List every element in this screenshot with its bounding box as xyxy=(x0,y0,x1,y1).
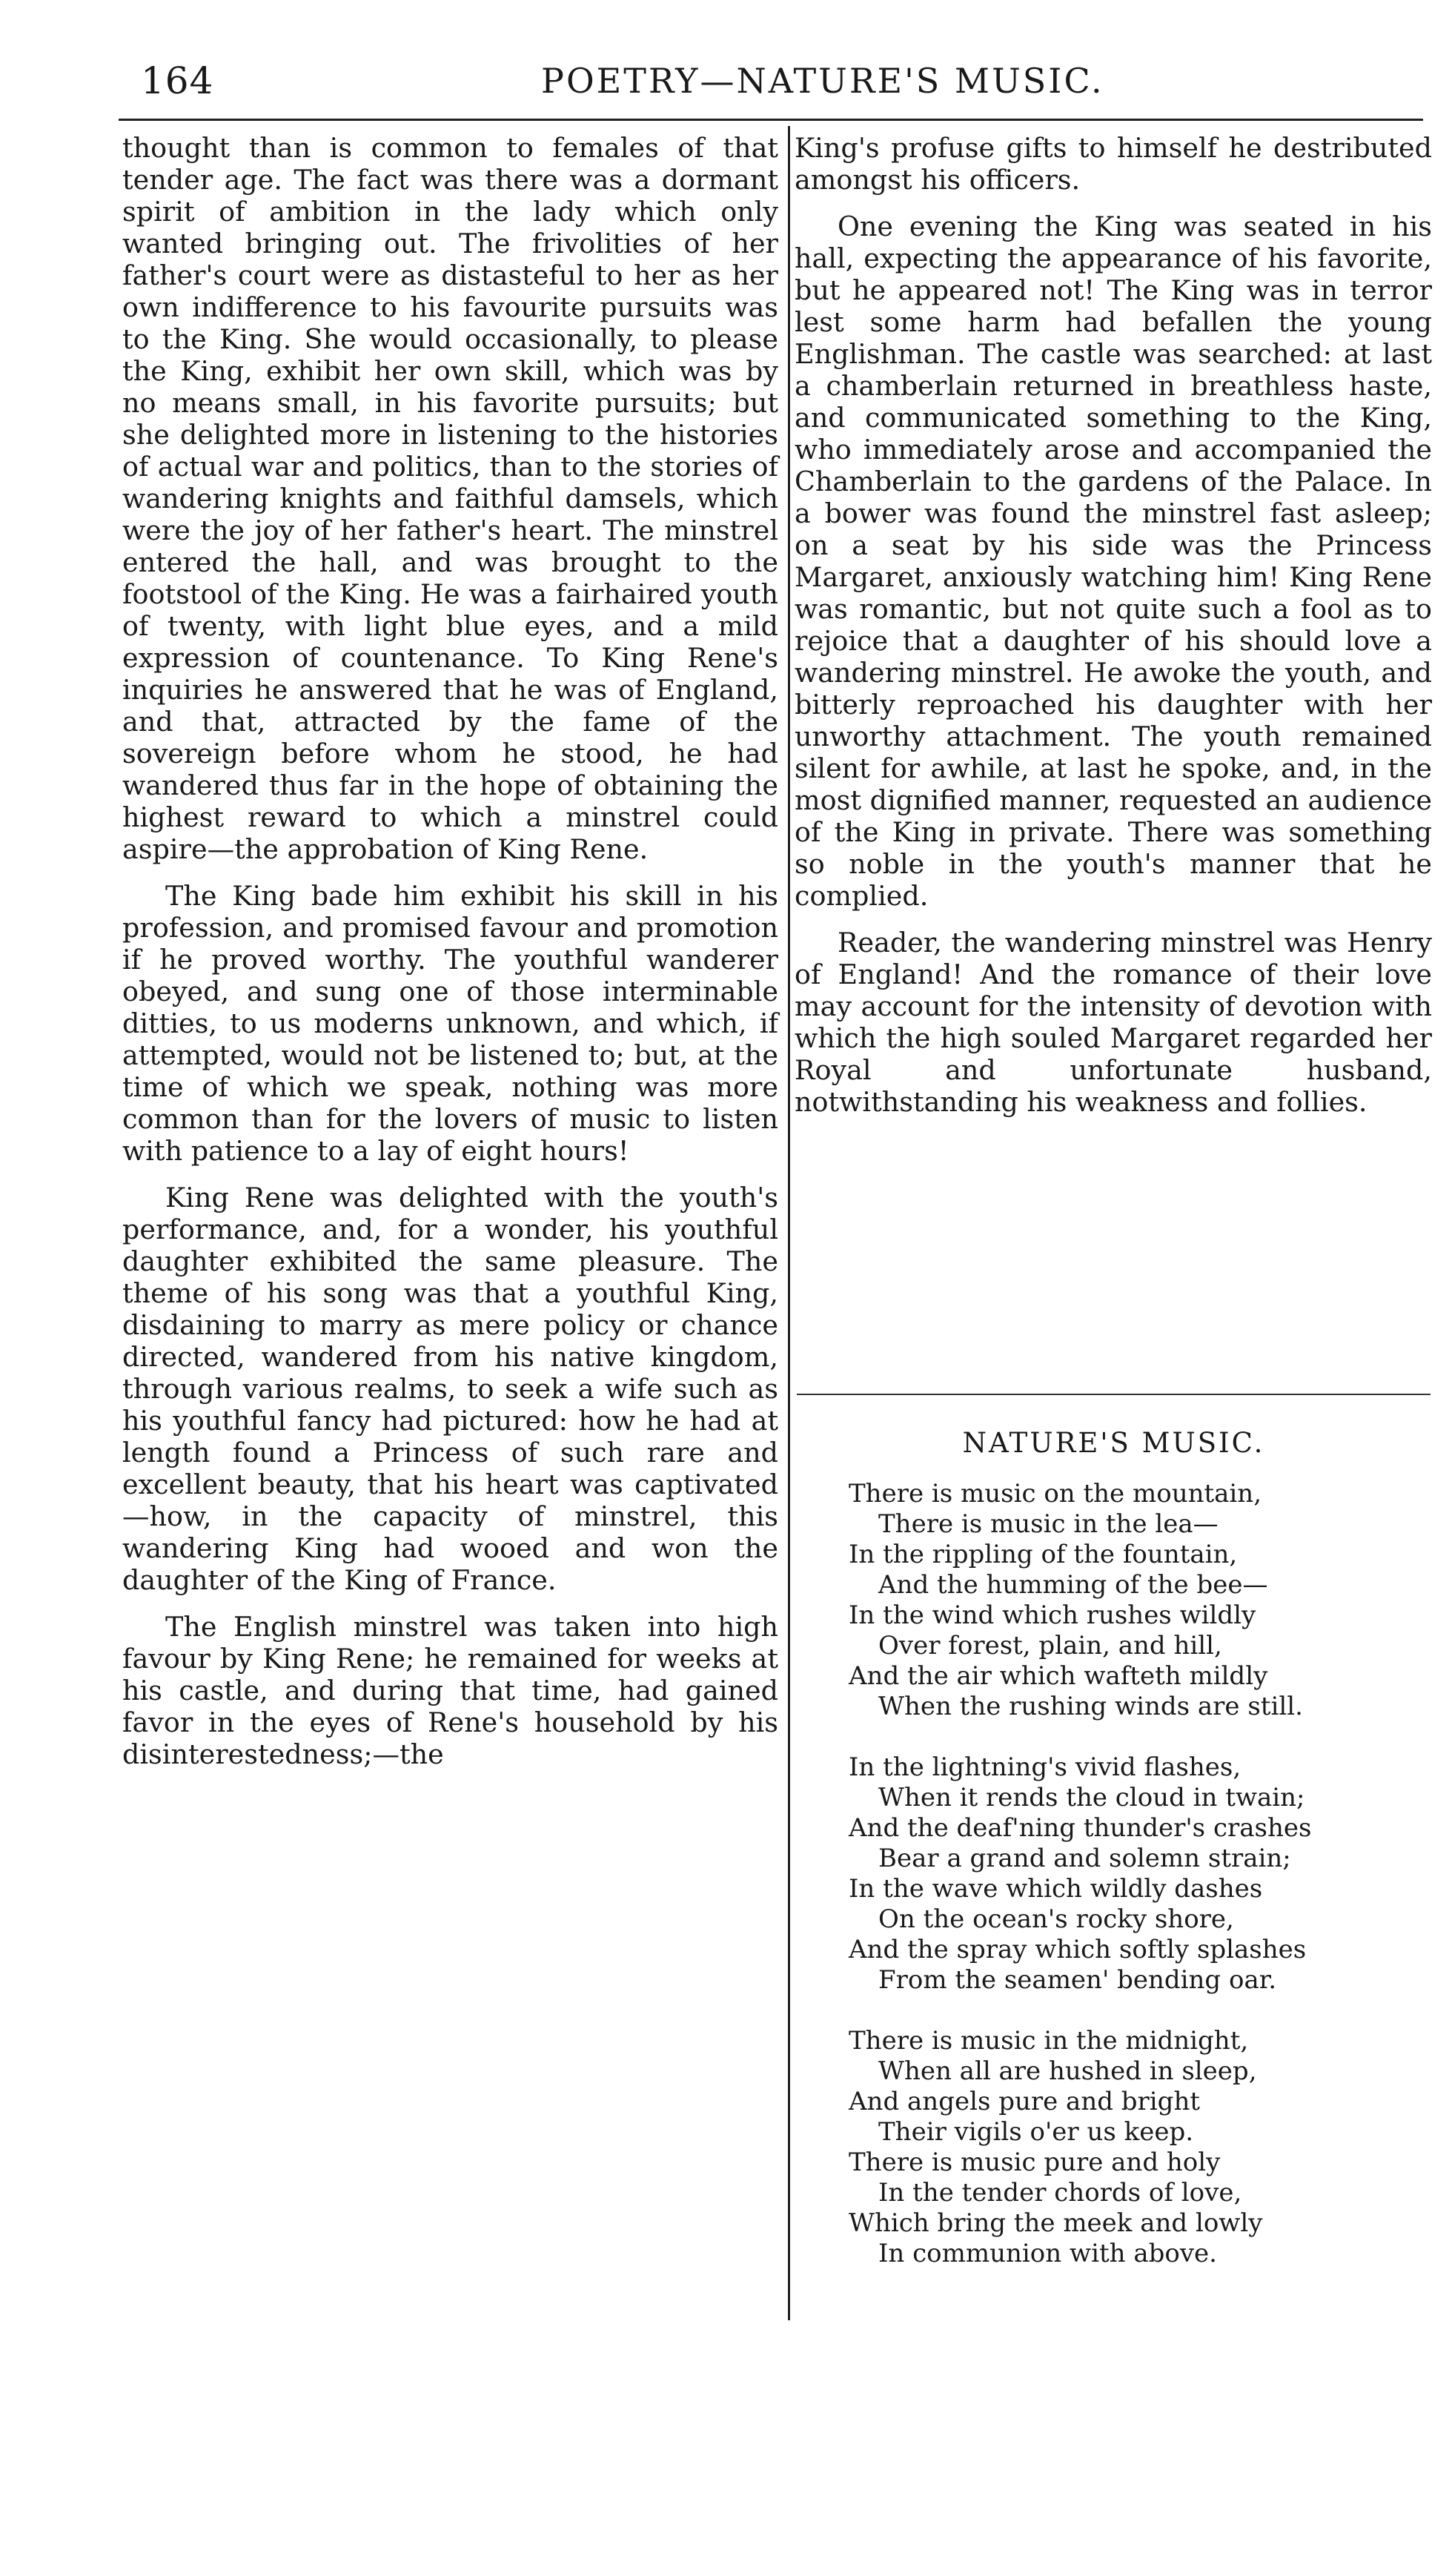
story-paragraph: The English minstrel was taken into high favour by King Rene; he remained for weeks at his castle, and during that time, had gained favor in the eyes of Rene's household by his disinterestedness;—the xyxy=(122,1611,778,1770)
poem-stanza xyxy=(849,1479,1434,1722)
poem-stanza xyxy=(849,1752,1434,1996)
poem-line: When the rushing winds are still. xyxy=(878,1692,1303,1721)
poem-line: In the tender chords of love, xyxy=(878,2178,1242,2208)
poem-line: In the wave which wildly dashes xyxy=(849,1874,1263,1904)
header-rule xyxy=(119,119,1423,121)
story-paragraph: The King bade him exhibit his skill in his profession, and promised favour and promotion if he proved worthy. The youthful wanderer obeyed, and sung one of those interminable ditties, to us moderns unknown, and which, if attempted, would not be listened to; but, at the time of which we speak, nothing was more common than for the lovers of music to listen with patience to a lay of eight hours! xyxy=(122,880,778,1167)
poem-line: Over forest, plain, and hill, xyxy=(878,1631,1222,1661)
poem-line: There is music pure and holy xyxy=(849,2148,1221,2177)
column-divider xyxy=(788,126,790,2320)
poem-line: In communion with above. xyxy=(878,2239,1217,2268)
story-paragraph: King's profuse gifts to himself he destributed amongst his officers. xyxy=(795,132,1432,196)
poem-line: Their vigils o'er us keep. xyxy=(878,2117,1194,2147)
section-rule xyxy=(797,1394,1431,1395)
poem-line: There is music in the lea— xyxy=(878,1509,1219,1539)
poem-line: When it rends the cloud in twain; xyxy=(878,1783,1305,1812)
poem-title: NATURE'S MUSIC. xyxy=(962,1427,1265,1459)
poem-line: Bear a grand and solemn strain; xyxy=(878,1844,1291,1873)
poem-line: There is music on the mountain, xyxy=(849,1479,1262,1509)
poem-line: On the ocean's rocky shore, xyxy=(878,1904,1234,1934)
story-paragraph: Reader, the wandering minstrel was Henry of England! And the romance of their love may account for the intensity of devotion with which the high souled Margaret regarded her Royal and unfortunate husband, notwithstanding his weakness and follies. xyxy=(795,927,1432,1118)
poem-line: And the air which wafteth mildly xyxy=(849,1661,1268,1691)
poem-line: And angels pure and bright xyxy=(849,2087,1201,2116)
poem-line: In the lightning's vivid flashes, xyxy=(849,1752,1242,1782)
poem-line: Which bring the meek and lowly xyxy=(849,2208,1263,2238)
running-head: POETRY—NATURE'S MUSIC. xyxy=(541,61,1104,101)
left-column xyxy=(122,132,778,1770)
story-paragraph: thought than is common to females of that tender age. The fact was there was a dormant spirit of ambition in the lady which only wanted bringing out. The frivolities of her father's court were as distasteful to her as her own indifference to his favourite pursuits was to the King. She would occasionally, to please the King, exhibit her own skill, which was by no means small, in his favorite pursuits; but she delighted more in listening to the histories of actual war and politics, than to the stories of wandering knights and faithful damsels, which were the joy of her father's heart. The minstrel entered the hall, and was brought to the footstool of the King. He was a fairhaired youth of twenty, with light blue eyes, and a mild expression of countenance. To King Rene's inquiries he answered that he was of England, and that, attracted by the fame of the sovereign before whom he stood, he had wandered thus far in the hope of obtaining the highest reward to which a minstrel could aspire—the approbation of King Rene. xyxy=(122,132,778,865)
poem-line: And the deaf'ning thunder's crashes xyxy=(849,1813,1312,1843)
poem-stanza xyxy=(849,2026,1434,2269)
poem-line: And the spray which softly splashes xyxy=(849,1935,1307,1964)
right-column xyxy=(795,132,1432,1118)
page-number: 164 xyxy=(141,59,214,102)
story-paragraph: One evening the King was seated in his hall, expecting the appearance of his favorite, but he appeared not! The King was in terror lest some harm had befallen the young Englishman. The castle was searched: at last a chamberlain returned in breathless haste, and communicated something to the King, who immediately arose and accompanied the Chamberlain to the gardens of the Palace. In a bower was found the minstrel fast asleep; on a seat by his side was the Princess Margaret, anxiously watching him! King Rene was romantic, but not quite such a fool as to rejoice that a daughter of his should love a wandering minstrel. He awoke the youth, and bitterly reproached his daughter with her unworthy attachment. The youth remained silent for awhile, at last he spoke, and, in the most dignified manner, requested an audience of the King in private. There was something so noble in the youth's manner that he complied. xyxy=(795,211,1432,912)
poem-line: In the rippling of the fountain, xyxy=(849,1540,1238,1569)
poem-line: When all are hushed in sleep, xyxy=(878,2056,1257,2086)
poem-line: There is music in the midnight, xyxy=(849,2026,1249,2056)
story-paragraph: King Rene was delighted with the youth's performance, and, for a wonder, his youthful daughter exhibited the same pleasure. The theme of his song was that a youthful King, disdaining to marry as mere policy or chance directed, wandered from his native kingdom, through various realms, to seek a wife such as his youthful fancy had pictured: how he had at length found a Princess of such rare and excellent beauty, that his heart was captivated—how, in the capacity of minstrel, this wandering King had wooed and won the daughter of the King of France. xyxy=(122,1182,778,1596)
poem xyxy=(849,1479,1434,2269)
poem-line: In the wind which rushes wildly xyxy=(849,1600,1256,1630)
poem-line: And the humming of the bee— xyxy=(878,1570,1268,1600)
page-header xyxy=(111,44,1438,119)
poem-line: From the seamen' bending oar. xyxy=(878,1965,1277,1995)
